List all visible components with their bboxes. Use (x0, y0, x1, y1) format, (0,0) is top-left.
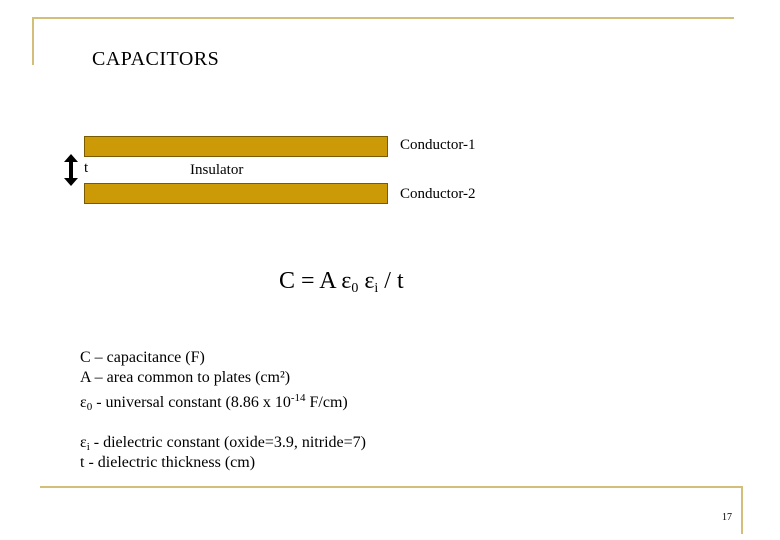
conductor-2-plate (84, 183, 388, 204)
conductor-1-plate (84, 136, 388, 157)
definition-epsi (80, 433, 366, 453)
formula-sub-0: 0 (351, 281, 359, 296)
thickness-arrow-icon (63, 154, 79, 186)
definitions-group-1 (80, 348, 348, 413)
definition-eps0 (80, 388, 348, 413)
formula-suffix: / t (378, 268, 404, 294)
insulator-label: Insulator (190, 162, 244, 178)
page-number: 17 (722, 512, 732, 523)
eps0-exponent: -14 (290, 392, 306, 404)
frame-top-rule (32, 17, 734, 19)
eps0-symbol: ε (80, 394, 87, 411)
slide-title: CAPACITORS (92, 48, 220, 70)
eps0-subscript: 0 (86, 401, 93, 413)
formula-prefix: C = A ε (279, 268, 352, 294)
capacitance-formula (279, 268, 404, 297)
conductor-1-label: Conductor-1 (400, 137, 476, 153)
definition-thickness: t - dielectric thickness (cm) (80, 454, 256, 471)
conductor-2-label: Conductor-2 (400, 186, 476, 202)
epsi-text: - dielectric constant (oxide=3.9, nitride=7) (89, 434, 366, 451)
eps0-unit: F/cm) (305, 394, 348, 411)
definition-area: A – area common to plates (cm²) (80, 369, 291, 386)
epsi-subscript: i (86, 441, 90, 453)
epsi-symbol: ε (80, 434, 87, 451)
frame-right-rule (741, 486, 743, 534)
definition-capacitance: C – capacitance (F) (80, 349, 205, 366)
eps0-text: - universal constant (8.86 x 10 (92, 394, 291, 411)
frame-bottom-rule (40, 486, 742, 488)
formula-middle: ε (358, 268, 375, 294)
definitions-group-2 (80, 433, 366, 473)
frame-left-rule (32, 17, 34, 65)
thickness-label: t (84, 160, 89, 176)
formula-sub-i: i (374, 281, 379, 296)
